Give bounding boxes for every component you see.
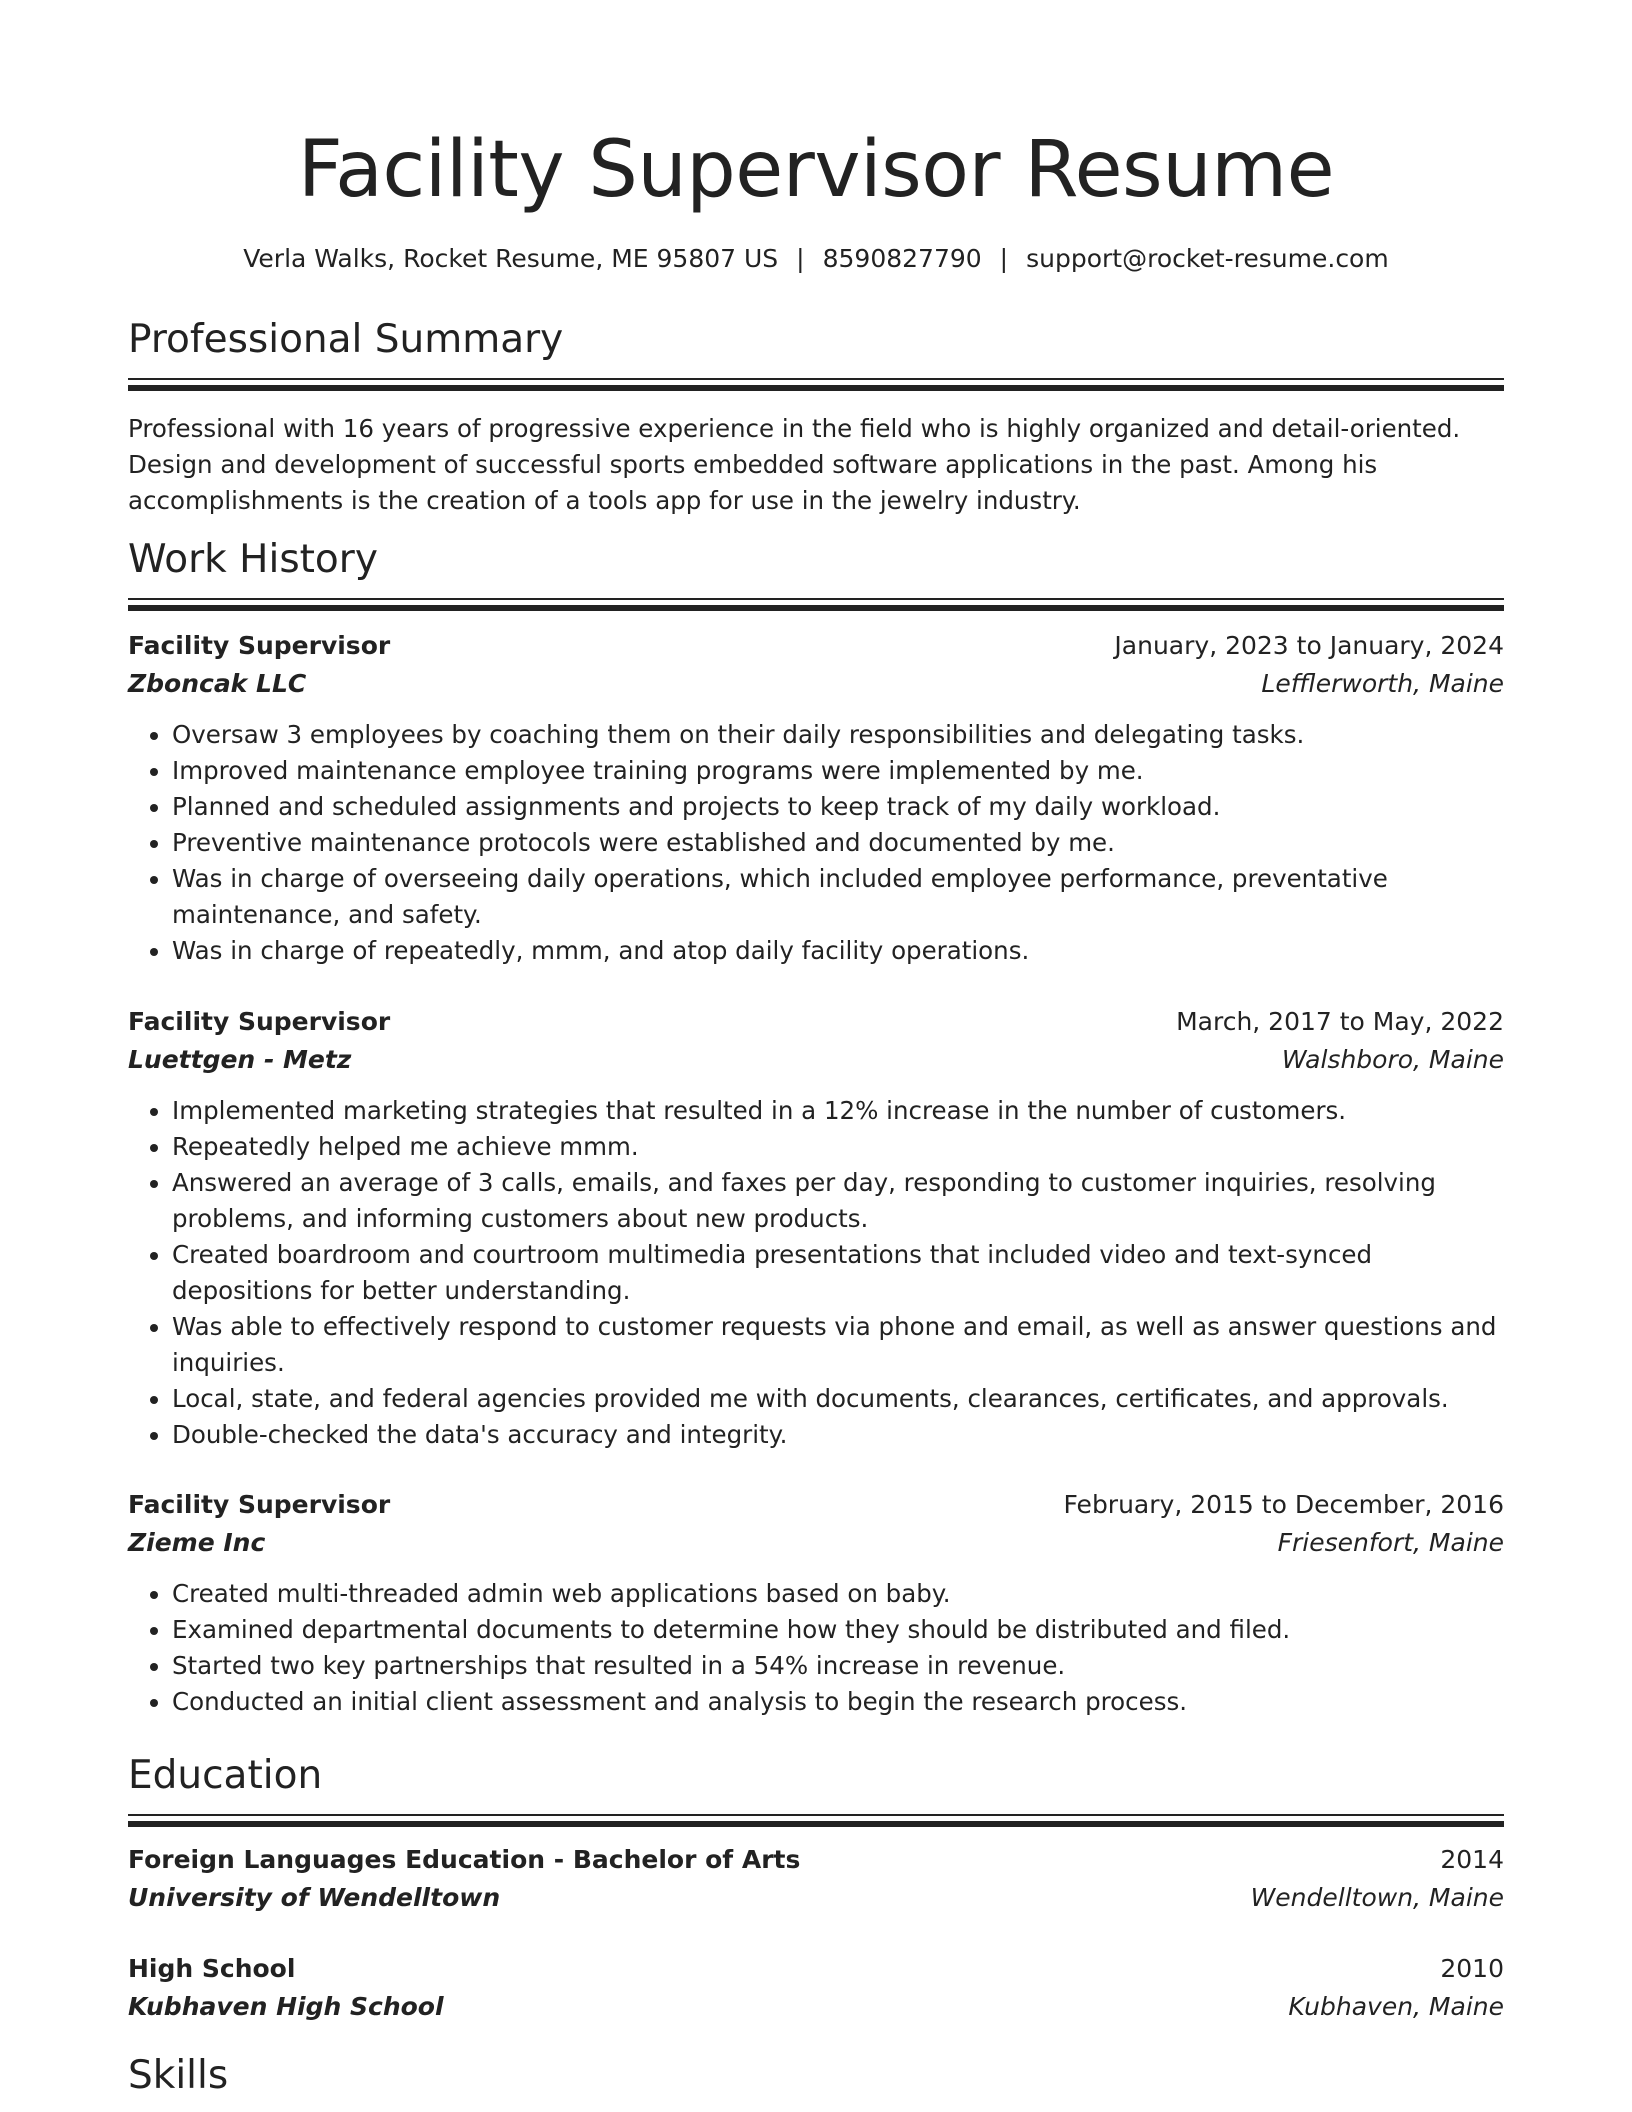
section-divider (128, 598, 1504, 611)
job-location: Lefflerworth, Maine (1261, 669, 1504, 698)
contact-separator: | (796, 244, 805, 273)
job-employer-row (128, 1524, 1504, 1562)
bullet-item: • Conducted an initial client assessment and analysis to begin the research process. (172, 1684, 1504, 1720)
job-location: Friesenfort, Maine (1277, 1528, 1504, 1557)
education-school-row (128, 1879, 1504, 1917)
resume-title: Facility Supervisor Resume (297, 125, 1335, 215)
job-bullets (128, 1576, 1504, 1720)
education-header-row (128, 1950, 1504, 1988)
bullet-item: • Was in charge of overseeing daily operations, which included employee performance, preventative maintenance, and safety. (172, 861, 1504, 933)
job-entry (128, 1003, 1504, 1453)
job-entry (128, 627, 1504, 969)
education-degree: High School (128, 1954, 296, 1983)
job-header-row (128, 1486, 1504, 1524)
job-employer-row (128, 665, 1504, 703)
section-divider (128, 378, 1504, 391)
section-divider (128, 1814, 1504, 1827)
section-heading: Professional Summary (128, 317, 564, 362)
education-entry (128, 1950, 1504, 2026)
job-employer: Zieme Inc (128, 1528, 266, 1557)
job-dates: March, 2017 to May, 2022 (1176, 1007, 1504, 1036)
section-heading: Education (128, 1753, 323, 1798)
summary-text: Professional with 16 years of progressive experience in the field who is highly organized and detail-oriented. Design and development of successful sports embedded software applications in the past. Among his accomplishments is the creation of a tools app for use in the jewelry industry. (128, 414, 1461, 515)
work-history-section (128, 536, 1504, 611)
bullet-item: • Was able to effectively respond to customer requests via phone and email, as well as answer questions and inquiries. (172, 1309, 1504, 1381)
contact-phone: 8590827790 (822, 244, 982, 273)
bullet-item: • Examined departmental documents to determine how they should be distributed and filed. (172, 1612, 1504, 1648)
bullet-item: • Oversaw 3 employees by coaching them on their daily responsibilities and delegating tasks. (172, 717, 1504, 753)
job-bullets (128, 717, 1504, 969)
contact-line (128, 242, 1504, 276)
job-dates: January, 2023 to January, 2024 (1114, 631, 1504, 660)
job-title: Facility Supervisor (128, 1490, 391, 1519)
education-location: Kubhaven, Maine (1288, 1992, 1504, 2021)
bullet-item: • Planned and scheduled assignments and projects to keep track of my daily workload. (172, 789, 1504, 825)
summary-section (128, 316, 1504, 519)
education-header-row (128, 1841, 1504, 1879)
job-header-row (128, 1003, 1504, 1041)
bullet-item: • Answered an average of 3 calls, emails, and faxes per day, responding to customer inquiries, resolving problems, and informing customers about new products. (172, 1165, 1504, 1237)
job-header-row (128, 627, 1504, 665)
education-entry (128, 1841, 1504, 1917)
education-school-row (128, 1988, 1504, 2026)
bullet-item: • Created multi-threaded admin web applications based on baby. (172, 1576, 1504, 1612)
education-location: Wendelltown, Maine (1250, 1883, 1504, 1912)
resume-page (128, 0, 1504, 2098)
education-section (128, 1752, 1504, 1827)
job-employer: Zboncak LLC (128, 669, 307, 698)
education-year: 2010 (1440, 1954, 1504, 1983)
section-heading: Work History (128, 537, 378, 582)
job-location: Walshboro, Maine (1281, 1045, 1504, 1074)
bullet-item: • Preventive maintenance protocols were established and documented by me. (172, 825, 1504, 861)
education-year: 2014 (1440, 1845, 1504, 1874)
job-employer: Luettgen - Metz (128, 1045, 352, 1074)
contact-separator: | (999, 244, 1009, 273)
job-title: Facility Supervisor (128, 1007, 391, 1036)
job-entry (128, 1486, 1504, 1720)
job-dates: February, 2015 to December, 2016 (1063, 1490, 1504, 1519)
job-title: Facility Supervisor (128, 631, 391, 660)
job-employer-row (128, 1041, 1504, 1079)
bullet-item: • Local, state, and federal agencies provided me with documents, clearances, certificates, and approvals. (172, 1381, 1504, 1417)
bullet-item: • Was in charge of repeatedly, mmm, and atop daily facility operations. (172, 933, 1504, 969)
education-school: Kubhaven High School (128, 1992, 444, 2021)
bullet-item: • Started two key partnerships that resulted in a 54% increase in revenue. (172, 1648, 1504, 1684)
bullet-item: • Created boardroom and courtroom multimedia presentations that included video and text-synced depositions for better understanding. (172, 1237, 1504, 1309)
bullet-item: • Implemented marketing strategies that resulted in a 12% increase in the number of customers. (172, 1093, 1504, 1129)
skills-section (128, 2052, 1504, 2100)
bullet-item: • Repeatedly helped me achieve mmm. (172, 1129, 1504, 1165)
education-degree: Foreign Languages Education - Bachelor of Arts (128, 1845, 801, 1874)
contact-email[interactable]: support@rocket-resume.com (1026, 244, 1389, 273)
job-bullets (128, 1093, 1504, 1453)
contact-address: Verla Walks, Rocket Resume, ME 95807 US (243, 244, 779, 273)
bullet-item: • Double-checked the data's accuracy and integrity. (172, 1417, 1504, 1453)
education-school: University of Wendelltown (128, 1883, 501, 1912)
section-heading: Skills (128, 2053, 229, 2098)
bullet-item: • Improved maintenance employee training programs were implemented by me. (172, 753, 1504, 789)
